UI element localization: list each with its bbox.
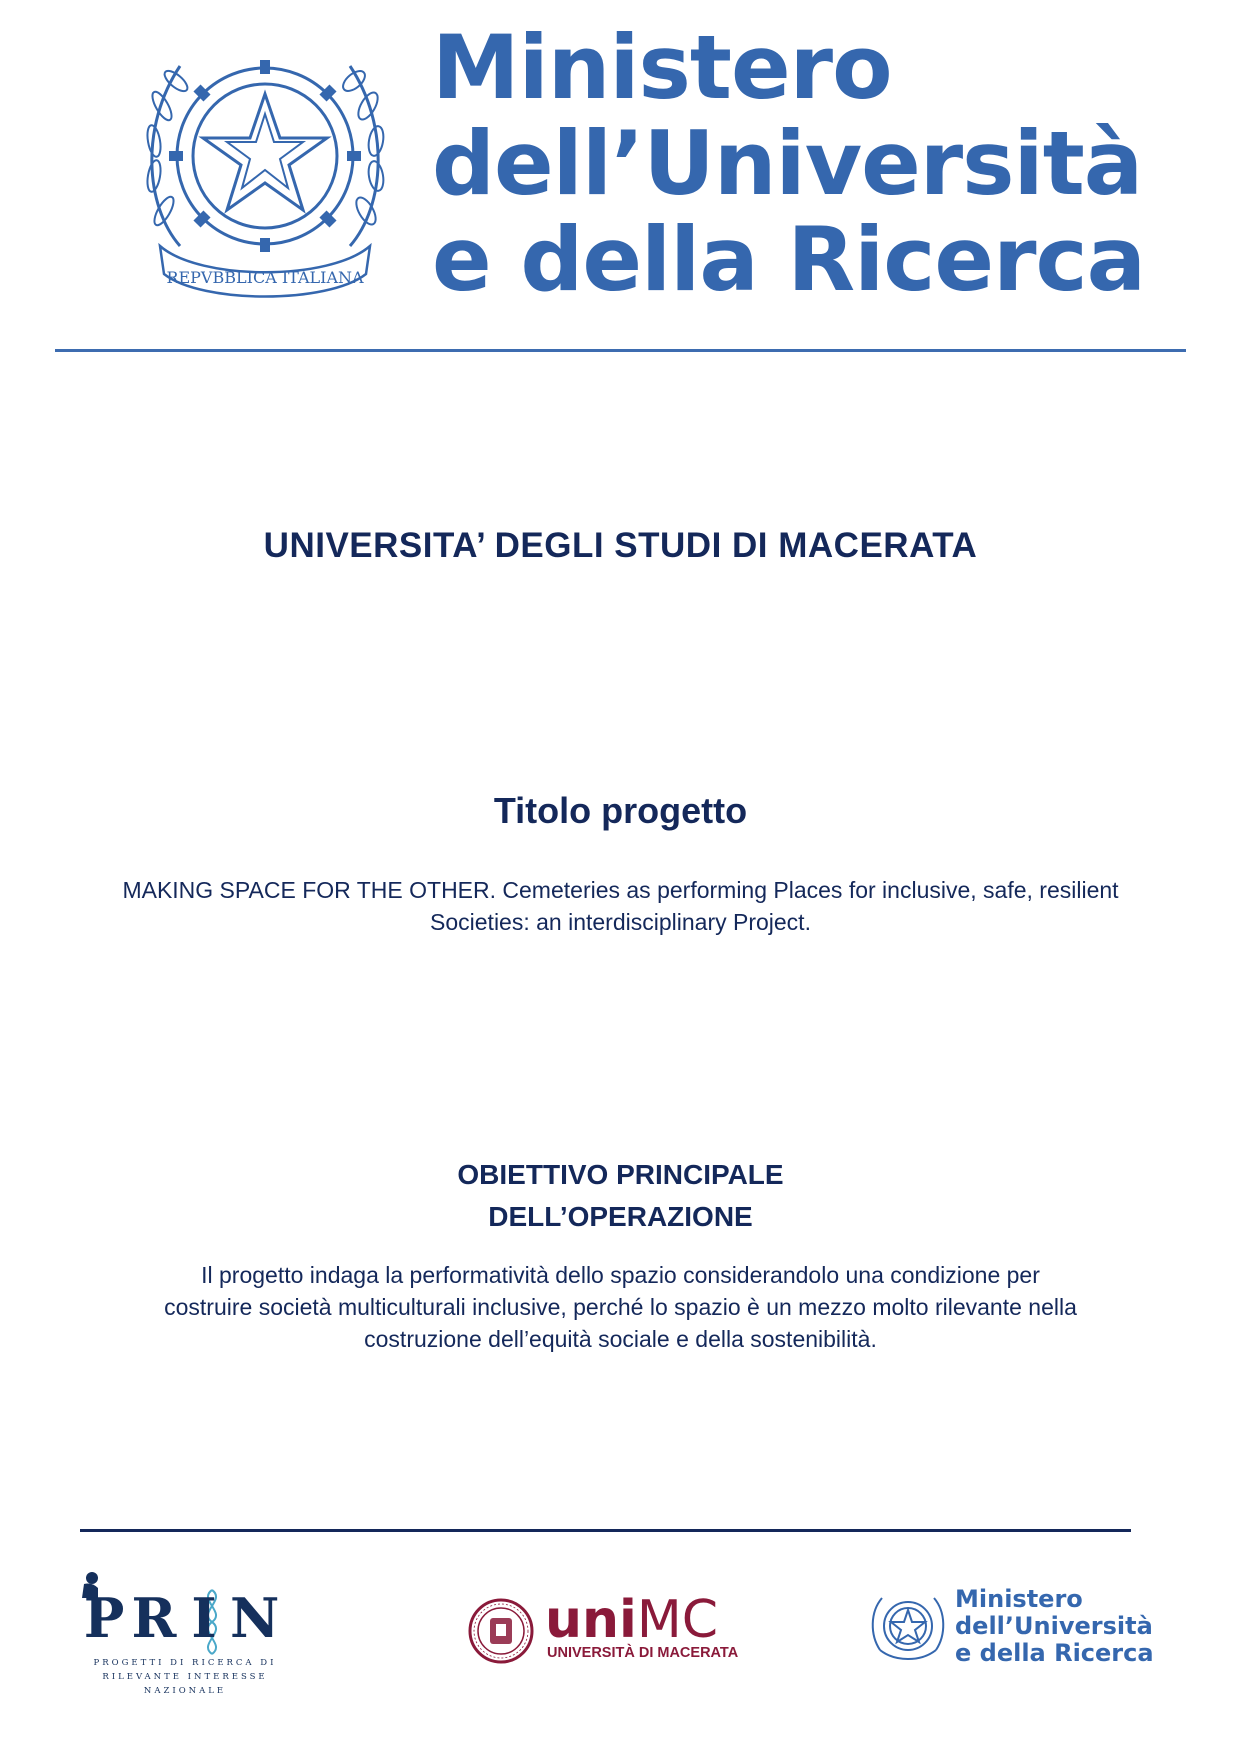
objective-text bbox=[0, 1259, 1241, 1355]
university-name: UNIVERSITA’ DEGLI STUDI DI MACERATA bbox=[263, 526, 978, 565]
objective-heading-line: DELL’OPERAZIONE bbox=[488, 1201, 753, 1232]
small-ministry-line: dell’Università bbox=[955, 1612, 1153, 1640]
small-ministry-emblem-icon bbox=[870, 1590, 946, 1666]
repubblica-italiana-emblem-icon bbox=[140, 36, 390, 306]
unimc-subtitle: UNIVERSITÀ DI MACERATA bbox=[547, 1645, 739, 1661]
objective-heading-line: OBIETTIVO PRINCIPALE bbox=[457, 1159, 784, 1190]
small-ministry-line: e della Ricerca bbox=[955, 1639, 1154, 1667]
ministry-title-line: e della Ricerca bbox=[432, 208, 1146, 311]
prin-subtitle-line: RILEVANTE INTERESSE bbox=[102, 1672, 268, 1682]
unimc-seal-icon bbox=[468, 1598, 534, 1664]
objective-heading bbox=[0, 1154, 1241, 1238]
prin-wordmark bbox=[80, 1586, 290, 1650]
project-title-heading: Titolo progetto bbox=[493, 790, 748, 831]
project-title-line: MAKING SPACE FOR THE OTHER. Cemeteries as performing Places for inclusive, safe, resilient bbox=[122, 877, 1119, 903]
ministry-title-line: dell’Università bbox=[432, 112, 1143, 215]
prin-subtitle-line: PROGETTI DI RICERCA DI bbox=[93, 1658, 277, 1668]
objective-line: costruire società multiculturali inclusive, perché lo spazio è un mezzo molto rilevante nella bbox=[164, 1294, 1077, 1320]
emblem-ribbon-text: REPVBBLICA ITALIANA bbox=[166, 268, 364, 287]
ministry-title-line: Ministero bbox=[432, 16, 892, 119]
prin-letter: P bbox=[83, 1586, 127, 1650]
unimc-wordmark bbox=[545, 1592, 718, 1648]
project-title-line: Societies: an interdisciplinary Project. bbox=[430, 909, 811, 935]
prin-letter: I bbox=[191, 1586, 219, 1650]
small-ministry-line: Ministero bbox=[955, 1585, 1083, 1613]
small-ministry-title bbox=[955, 1586, 1154, 1667]
prin-subtitle bbox=[80, 1656, 290, 1698]
objective-line: Il progetto indaga la performatività dello spazio considerandolo una condizione per bbox=[201, 1262, 1040, 1288]
prin-subtitle-line: NAZIONALE bbox=[143, 1686, 227, 1696]
prin-letter: R bbox=[131, 1586, 179, 1650]
unimc-mc: MC bbox=[636, 1590, 719, 1650]
header-divider bbox=[55, 349, 1186, 352]
footer-divider bbox=[80, 1529, 1131, 1532]
project-title-text bbox=[0, 874, 1241, 938]
objective-line: costruzione dell’equità sociale e della sostenibilità. bbox=[364, 1326, 877, 1352]
ministry-title bbox=[432, 16, 1192, 311]
prin-letter: N bbox=[230, 1586, 282, 1650]
unimc-uni: uni bbox=[545, 1590, 637, 1650]
